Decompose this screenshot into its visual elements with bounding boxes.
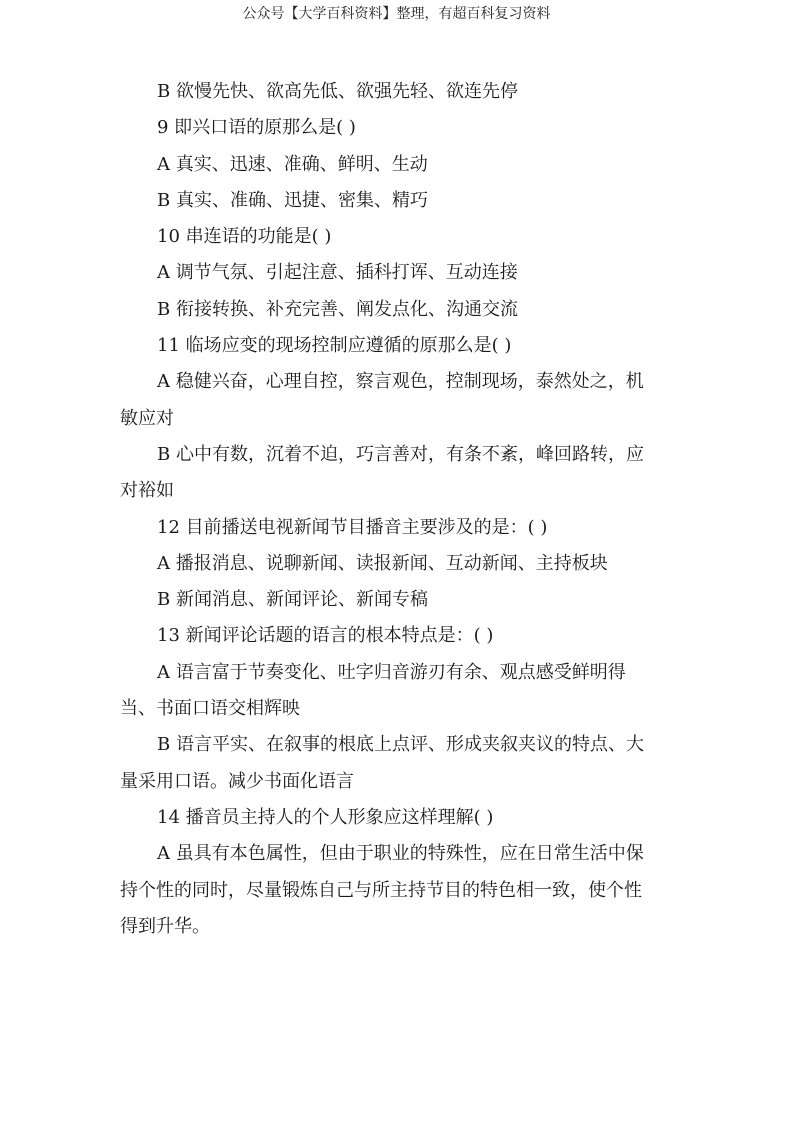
paragraph-line: A 播报消息、说聊新闻、读报新闻、互动新闻、主持板块 — [157, 552, 608, 574]
paragraph-line: B 衔接转换、补充完善、阐发点化、沟通交流 — [157, 298, 518, 320]
paragraph-continuation-line: 持个性的同时，尽量锻炼自己与所主持节目的特色相一致，使个性 — [120, 879, 642, 901]
paragraph-line: 14 播音员主持人的个人形象应这样理解( ) — [157, 806, 494, 828]
paragraph-line: B 语言平实、在叙事的根底上点评、形成夹叙夹议的特点、大 — [157, 734, 644, 756]
page-header: 公众号【大学百科资料】整理，有超百科复习资料 — [242, 6, 551, 22]
paragraph-continuation-line: 对裕如 — [120, 480, 174, 502]
paragraph-continuation-line: 当、书面口语交相辉映 — [120, 698, 300, 720]
paragraph-line: A 稳健兴奋，心理自控，察言观色，控制现场，泰然处之，机 — [157, 371, 644, 393]
paragraph-line: B 心中有数，沉着不迫，巧言善对，有条不紊，峰回路转，应 — [157, 443, 644, 465]
paragraph-line: 11 临场应变的现场控制应遵循的原那么是( ) — [157, 335, 512, 357]
paragraph-continuation-line: 敏应对 — [120, 407, 174, 429]
paragraph-continuation-line: 量采用口语。减少书面化语言 — [120, 770, 354, 792]
paragraph-line: B 真实、准确、迅捷、密集、精巧 — [157, 189, 428, 211]
paragraph-line: 9 即兴口语的原那么是( ) — [157, 117, 356, 139]
paragraph-line: A 真实、迅速、准确、鲜明、生动 — [157, 153, 428, 175]
paragraph-line: B 新闻消息、新闻评论、新闻专稿 — [157, 589, 428, 611]
paragraph-line: A 语言富于节奏变化、吐字归音游刃有余、观点感受鲜明得 — [157, 661, 626, 683]
paragraph-line: B 欲慢先快、欲高先低、欲强先轻、欲连先停 — [157, 81, 518, 102]
paragraph-line: 12 目前播送电视新闻节目播音主要涉及的是：( ) — [157, 516, 548, 538]
document-body — [120, 74, 668, 945]
paragraph-line: 10 串连语的功能是( ) — [157, 226, 332, 248]
paragraph-line: A 虽具有本色属性，但由于职业的特殊性，应在日常生活中保 — [157, 843, 644, 865]
paragraph-line: A 调节气氛、引起注意、插科打诨、互动连接 — [157, 262, 518, 284]
paragraph-continuation-line: 得到升华。 — [120, 915, 210, 937]
paragraph-line: 13 新闻评论话题的语言的根本特点是：( ) — [157, 625, 494, 647]
